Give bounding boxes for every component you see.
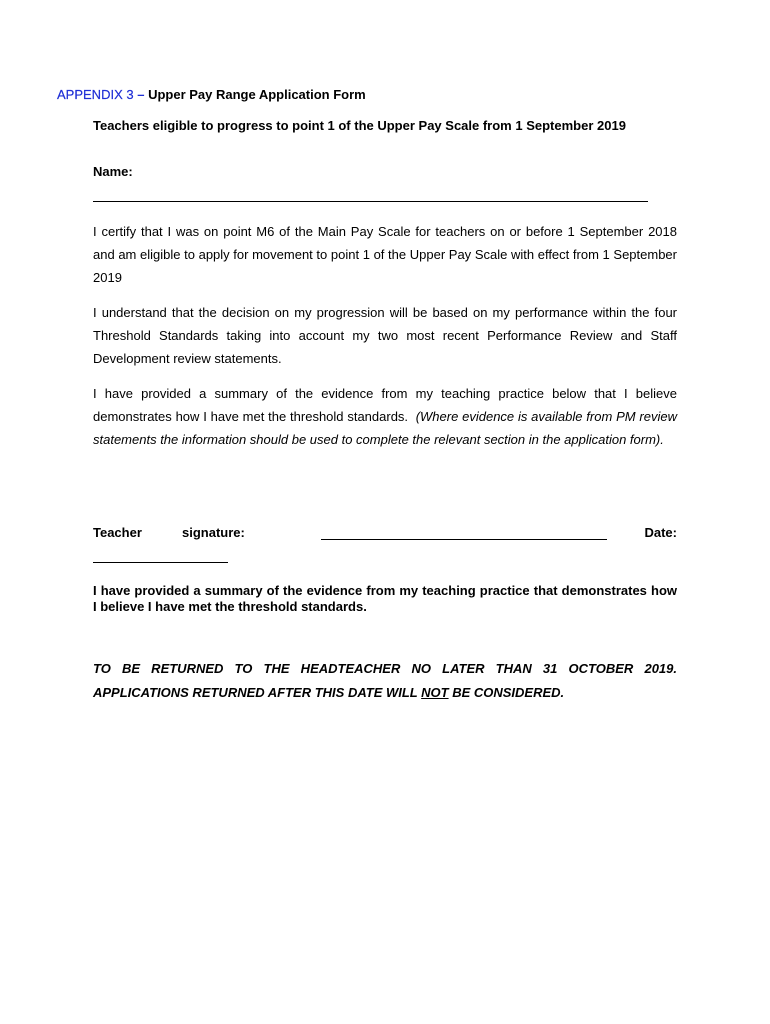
evidence-paragraph xyxy=(93,382,677,451)
signature-field-line[interactable] xyxy=(321,539,607,540)
signature-row xyxy=(93,525,677,543)
teacher-label: Teacher xyxy=(93,525,142,540)
return-notice-emphasis: NOT xyxy=(421,685,449,700)
date-field-line[interactable] xyxy=(93,562,228,563)
eligibility-statement: Teachers eligible to progress to point 1 of the Upper Pay Scale from 1 September 2019 xyxy=(93,118,626,133)
name-label: Name: xyxy=(93,164,133,179)
heading-dash: – xyxy=(133,87,149,102)
signature-label: signature: xyxy=(182,525,245,540)
summary-statement: I have provided a summary of the evidence from my teaching practice that demonstrates how I believe I have met the threshold standards. xyxy=(93,583,677,614)
evidence-text: I have provided a summary of the evidence from my teaching practice below that I believe demonstrates how I have met the threshold standards. xyxy=(93,386,677,424)
certify-paragraph: I certify that I was on point M6 of the Main Pay Scale for teachers on or before 1 September 2018 and am eligible to apply for movement to point 1 of the Upper Pay Scale with effect from 1 September 2019 xyxy=(93,224,677,285)
return-notice xyxy=(93,657,677,705)
date-label: Date: xyxy=(644,525,677,540)
name-field-line[interactable] xyxy=(93,201,648,202)
appendix-label: APPENDIX 3 xyxy=(57,87,134,102)
understand-paragraph: I understand that the decision on my progression will be based on my performance within the four Threshold Standards taking into account my two most recent Performance Review and Staff Development review statements. xyxy=(93,305,677,366)
form-heading xyxy=(57,87,366,102)
evidence-note: (Where evidence is available from PM review statements the information should be used to complete the relevant section in the application form). xyxy=(93,409,677,447)
form-title: Upper Pay Range Application Form xyxy=(148,87,366,102)
return-notice-end: BE CONSIDERED. xyxy=(448,685,565,700)
return-notice-text: TO BE RETURNED TO THE HEADTEACHER NO LATER THAN 31 OCTOBER 2019. APPLICATIONS RETURNED AFTER THIS DATE WILL xyxy=(93,661,677,700)
